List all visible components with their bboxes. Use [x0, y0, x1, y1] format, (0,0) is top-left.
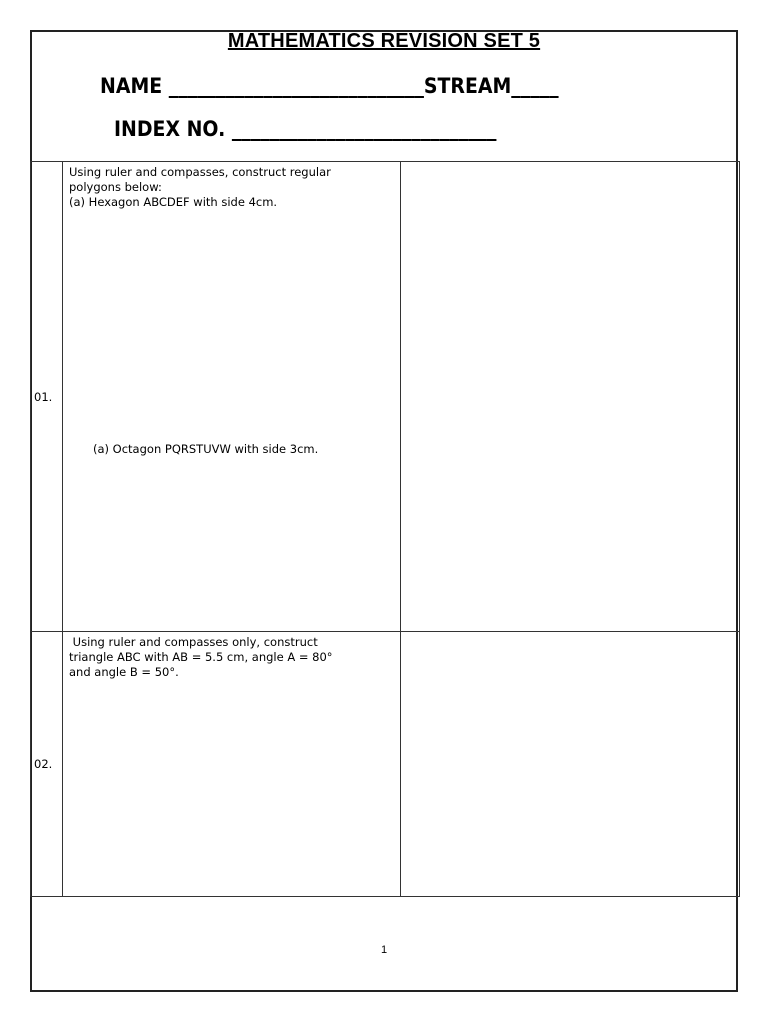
page-title: MATHEMATICS REVISION SET 5: [227, 30, 541, 52]
questions-table: [30, 161, 740, 897]
name-stream-field: NAME ___________________________STREAM_____: [100, 74, 559, 98]
page-number: 1: [380, 944, 388, 956]
question-line: Using ruler and compasses, construct regular: [69, 165, 331, 179]
question-text: [63, 632, 400, 680]
question-number: 01.: [31, 162, 63, 632]
question-line: and angle B = 50°.: [69, 665, 179, 679]
answer-space: [401, 162, 740, 632]
question-cell: [63, 162, 401, 632]
question-row-2: [31, 632, 740, 897]
question-row-1: [31, 162, 740, 632]
question-text: [63, 162, 400, 457]
answer-space: [401, 632, 740, 897]
question-line: polygons below:: [69, 180, 162, 194]
sub-question: (a) Octagon PQRSTUVW with side 3cm.: [93, 442, 319, 456]
question-cell: [63, 632, 401, 897]
question-line: Using ruler and compasses only, construct: [69, 635, 318, 649]
question-line: triangle ABC with AB = 5.5 cm, angle A = 80°: [69, 650, 333, 664]
question-line: (a) Hexagon ABCDEF with side 4cm.: [69, 195, 278, 209]
question-number: 02.: [31, 632, 63, 897]
index-number-field: INDEX NO. ____________________________: [114, 117, 497, 141]
